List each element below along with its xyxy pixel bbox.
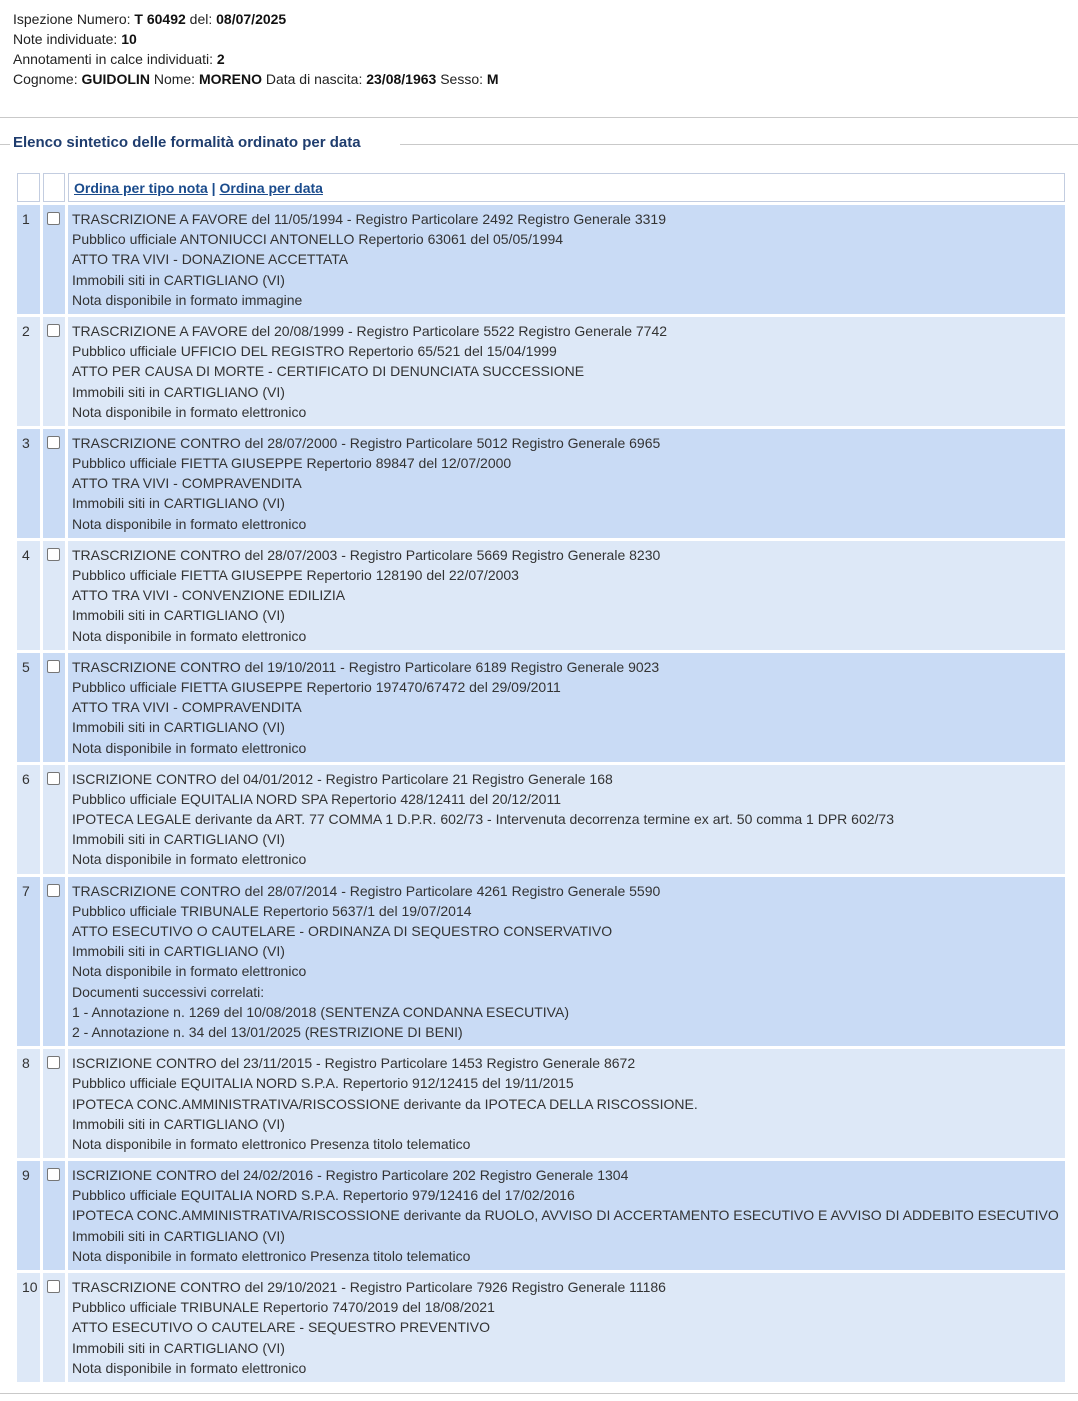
fieldset-border-left bbox=[0, 144, 10, 145]
row-checkbox[interactable] bbox=[47, 1168, 60, 1181]
row-number: 6 bbox=[17, 765, 40, 874]
formality-line: Nota disponibile in formato immagine bbox=[72, 291, 303, 308]
formality-details bbox=[68, 317, 1065, 426]
formality-line: ATTO TRA VIVI - DONAZIONE ACCETTATA bbox=[72, 251, 349, 268]
formality-line: Immobili siti in CARTIGLIANO (VI) bbox=[72, 607, 285, 624]
name: MORENO bbox=[198, 71, 262, 87]
formality-line: Pubblico ufficiale ANTONIUCCI ANTONELLO Repertorio 63061 del 05/05/1994 bbox=[72, 231, 564, 248]
formality-line: ATTO ESECUTIVO O CAUTELARE - ORDINANZA DI SEQUESTRO CONSERVATIVO bbox=[72, 923, 613, 939]
formality-line: Pubblico ufficiale TRIBUNALE Repertorio 5637/1 del 19/07/2014 bbox=[72, 902, 472, 919]
table-row bbox=[17, 429, 1065, 538]
formality-line: IPOTECA LEGALE derivante da ART. 77 COMMA 1 D.P.R. 602/73 - Intervenuta decorrenza termine ex art. 50 comma 1 DPR 602/73 bbox=[72, 811, 895, 828]
formality-line: Immobili siti in CARTIGLIANO (VI) bbox=[72, 831, 285, 848]
row-checkbox-cell bbox=[43, 1273, 65, 1382]
formality-line: ATTO TRA VIVI - COMPRAVENDITA bbox=[72, 699, 302, 716]
formality-line: 1 - Annotazione n. 1269 del 10/08/2018 (SENTENZA CONDANNA ESECUTIVA) bbox=[72, 1003, 569, 1020]
row-checkbox[interactable] bbox=[47, 660, 60, 673]
sort-links bbox=[68, 173, 1065, 202]
formality-line: Pubblico ufficiale UFFICIO DEL REGISTRO Repertorio 65/521 del 15/04/1999 bbox=[72, 343, 557, 360]
annotations-count-row bbox=[13, 49, 499, 69]
name-label: Nome: bbox=[153, 71, 196, 87]
row-checkbox[interactable] bbox=[47, 548, 60, 561]
formality-details bbox=[68, 653, 1065, 762]
table-row bbox=[17, 1161, 1065, 1270]
row-checkbox-cell bbox=[43, 541, 65, 650]
inspection-number: T 60492 bbox=[134, 11, 186, 27]
formality-line: Pubblico ufficiale EQUITALIA NORD S.P.A. Repertorio 912/12415 del 19/11/2015 bbox=[72, 1075, 574, 1092]
row-checkbox-cell bbox=[43, 1161, 65, 1270]
table-row bbox=[17, 317, 1065, 426]
formality-line: Immobili siti in CARTIGLIANO (VI) bbox=[72, 1339, 285, 1356]
formality-line: Documenti successivi correlati: bbox=[72, 983, 265, 1000]
formality-line: TRASCRIZIONE CONTRO del 28/07/2014 - Registro Particolare 4261 Registro Generale 5590 bbox=[72, 882, 661, 899]
formality-line: Pubblico ufficiale EQUITALIA NORD SPA Repertorio 428/12411 del 20/12/2011 bbox=[72, 790, 561, 807]
formality-line: ISCRIZIONE CONTRO del 23/11/2015 - Registro Particolare 1453 Registro Generale 8672 bbox=[72, 1055, 636, 1072]
formality-line: Nota disponibile in formato elettronico bbox=[72, 1359, 307, 1376]
formality-details bbox=[68, 429, 1065, 538]
table-row bbox=[17, 205, 1065, 314]
inspection-date-label: del: bbox=[189, 11, 213, 27]
row-checkbox-cell bbox=[43, 877, 65, 1047]
formality-line: ISCRIZIONE CONTRO del 24/02/2016 - Registro Particolare 202 Registro Generale 1304 bbox=[72, 1167, 629, 1184]
header-cell-check bbox=[43, 173, 65, 202]
inspection-header bbox=[13, 9, 499, 89]
formality-line: IPOTECA CONC.AMMINISTRATIVA/RISCOSSIONE derivante da RUOLO, AVVISO DI ACCERTAMENTO ESECUTIVO E AVVISO DI ADDEBITO ESECUTIVO bbox=[72, 1207, 1059, 1224]
row-checkbox[interactable] bbox=[47, 436, 60, 449]
formality-line: Immobili siti in CARTIGLIANO (VI) bbox=[72, 495, 285, 512]
formality-line: ATTO PER CAUSA DI MORTE - CERTIFICATO DI DENUNCIATA SUCCESSIONE bbox=[72, 363, 585, 380]
sex: M bbox=[486, 71, 499, 87]
birthdate: 23/08/1963 bbox=[366, 71, 437, 87]
row-number: 4 bbox=[17, 541, 40, 650]
formality-line: TRASCRIZIONE CONTRO del 29/10/2021 - Registro Particolare 7926 Registro Generale 11186 bbox=[72, 1279, 666, 1295]
formality-line: TRASCRIZIONE CONTRO del 28/07/2000 - Registro Particolare 5012 Registro Generale 6965 bbox=[72, 434, 661, 451]
formality-details bbox=[68, 1049, 1065, 1158]
formality-line: Nota disponibile in formato elettronico bbox=[72, 963, 307, 980]
formality-line: Immobili siti in CARTIGLIANO (VI) bbox=[72, 943, 285, 960]
row-number: 3 bbox=[17, 429, 40, 538]
row-checkbox[interactable] bbox=[47, 324, 60, 337]
row-checkbox[interactable] bbox=[47, 212, 60, 225]
formality-line: Immobili siti in CARTIGLIANO (VI) bbox=[72, 719, 285, 736]
row-number: 8 bbox=[17, 1049, 40, 1158]
sex-label: Sesso: bbox=[440, 71, 484, 87]
row-checkbox[interactable] bbox=[47, 1056, 60, 1069]
sort-by-type-link[interactable]: Ordina per tipo nota bbox=[74, 179, 208, 196]
table-row bbox=[17, 653, 1065, 762]
row-checkbox[interactable] bbox=[47, 772, 60, 785]
table-row bbox=[17, 877, 1065, 1047]
formality-line: TRASCRIZIONE CONTRO del 28/07/2003 - Registro Particolare 5669 Registro Generale 8230 bbox=[72, 546, 661, 563]
sort-separator: | bbox=[211, 179, 216, 196]
row-checkbox-cell bbox=[43, 1049, 65, 1158]
subject-row bbox=[13, 69, 499, 89]
inspection-number-row bbox=[13, 9, 499, 29]
row-checkbox-cell bbox=[43, 429, 65, 538]
table-row bbox=[17, 1273, 1065, 1382]
annotations-count-label: Annotamenti in calce individuati: bbox=[13, 51, 214, 67]
divider bbox=[0, 117, 1078, 118]
formality-line: Nota disponibile in formato elettronico Presenza titolo telematico bbox=[72, 1247, 471, 1264]
fieldset-border-right bbox=[400, 144, 1078, 145]
table-row bbox=[17, 1049, 1065, 1158]
notes-count: 10 bbox=[121, 31, 137, 47]
formality-details bbox=[68, 1161, 1065, 1270]
formality-line: Pubblico ufficiale TRIBUNALE Repertorio 7470/2019 del 18/08/2021 bbox=[72, 1299, 495, 1316]
formality-line: Immobili siti in CARTIGLIANO (VI) bbox=[72, 271, 285, 288]
formality-line: TRASCRIZIONE A FAVORE del 11/05/1994 - Registro Particolare 2492 Registro Generale 3319 bbox=[72, 211, 666, 227]
formality-details bbox=[68, 1273, 1065, 1382]
divider-bottom bbox=[0, 1393, 1078, 1394]
sort-by-date-link[interactable]: Ordina per data bbox=[219, 179, 323, 196]
formality-details bbox=[68, 877, 1065, 1047]
inspection-date: 08/07/2025 bbox=[216, 11, 287, 27]
annotations-count: 2 bbox=[216, 51, 225, 67]
formality-line: Nota disponibile in formato elettronico bbox=[72, 515, 307, 532]
formality-line: Nota disponibile in formato elettronico bbox=[72, 851, 307, 868]
row-checkbox[interactable] bbox=[47, 1280, 60, 1293]
row-checkbox[interactable] bbox=[47, 884, 60, 897]
row-number: 2 bbox=[17, 317, 40, 426]
formality-details bbox=[68, 205, 1065, 314]
section-title: Elenco sintetico delle formalità ordinato per data bbox=[13, 134, 367, 151]
row-checkbox-cell bbox=[43, 205, 65, 314]
row-number: 1 bbox=[17, 205, 40, 314]
formality-line: Pubblico ufficiale FIETTA GIUSEPPE Repertorio 89847 del 12/07/2000 bbox=[72, 455, 512, 472]
formality-line: Pubblico ufficiale FIETTA GIUSEPPE Repertorio 197470/67472 del 29/09/2011 bbox=[72, 678, 561, 695]
notes-count-label: Note individuate: bbox=[13, 31, 118, 47]
formality-line: TRASCRIZIONE A FAVORE del 20/08/1999 - Registro Particolare 5522 Registro Generale 7742 bbox=[72, 322, 668, 339]
formalities-table bbox=[14, 170, 1068, 1385]
birthdate-label: Data di nascita: bbox=[265, 71, 363, 87]
formality-line: ISCRIZIONE CONTRO del 04/01/2012 - Registro Particolare 21 Registro Generale 168 bbox=[72, 770, 613, 787]
notes-count-row bbox=[13, 29, 499, 49]
formality-line: ATTO TRA VIVI - COMPRAVENDITA bbox=[72, 475, 302, 492]
formality-line: ATTO TRA VIVI - CONVENZIONE EDILIZIA bbox=[72, 587, 346, 604]
formality-line: Pubblico ufficiale EQUITALIA NORD S.P.A. Repertorio 979/12416 del 17/02/2016 bbox=[72, 1187, 575, 1204]
inspection-number-label: Ispezione Numero: bbox=[13, 11, 131, 27]
row-number: 10 bbox=[17, 1273, 40, 1382]
row-checkbox-cell bbox=[43, 765, 65, 874]
formality-line: Nota disponibile in formato elettronico bbox=[72, 627, 307, 644]
row-checkbox-cell bbox=[43, 317, 65, 426]
formality-line: Immobili siti in CARTIGLIANO (VI) bbox=[72, 1227, 285, 1244]
row-checkbox-cell bbox=[43, 653, 65, 762]
formality-line: TRASCRIZIONE CONTRO del 19/10/2011 - Registro Particolare 6189 Registro Generale 9023 bbox=[72, 658, 660, 675]
table-header-row bbox=[17, 173, 1065, 202]
table-row bbox=[17, 541, 1065, 650]
surname: GUIDOLIN bbox=[81, 71, 150, 87]
row-number: 9 bbox=[17, 1161, 40, 1270]
table-row bbox=[17, 765, 1065, 874]
formality-line: Nota disponibile in formato elettronico bbox=[72, 403, 307, 420]
formality-line: Nota disponibile in formato elettronico bbox=[72, 739, 307, 756]
formality-line: Nota disponibile in formato elettronico Presenza titolo telematico bbox=[72, 1135, 471, 1152]
formality-details bbox=[68, 765, 1065, 874]
formality-line: IPOTECA CONC.AMMINISTRATIVA/RISCOSSIONE derivante da IPOTECA DELLA RISCOSSIONE. bbox=[72, 1095, 698, 1112]
row-number: 5 bbox=[17, 653, 40, 762]
formality-line: Pubblico ufficiale FIETTA GIUSEPPE Repertorio 128190 del 22/07/2003 bbox=[72, 567, 519, 583]
formality-line: 2 - Annotazione n. 34 del 13/01/2025 (RESTRIZIONE DI BENI) bbox=[72, 1023, 463, 1040]
formality-details bbox=[68, 541, 1065, 650]
header-cell-num bbox=[17, 173, 40, 202]
formality-line: Immobili siti in CARTIGLIANO (VI) bbox=[72, 383, 285, 400]
formality-line: ATTO ESECUTIVO O CAUTELARE - SEQUESTRO PREVENTIVO bbox=[72, 1319, 490, 1336]
formality-line: Immobili siti in CARTIGLIANO (VI) bbox=[72, 1115, 285, 1132]
surname-label: Cognome: bbox=[13, 71, 78, 87]
row-number: 7 bbox=[17, 877, 40, 1047]
